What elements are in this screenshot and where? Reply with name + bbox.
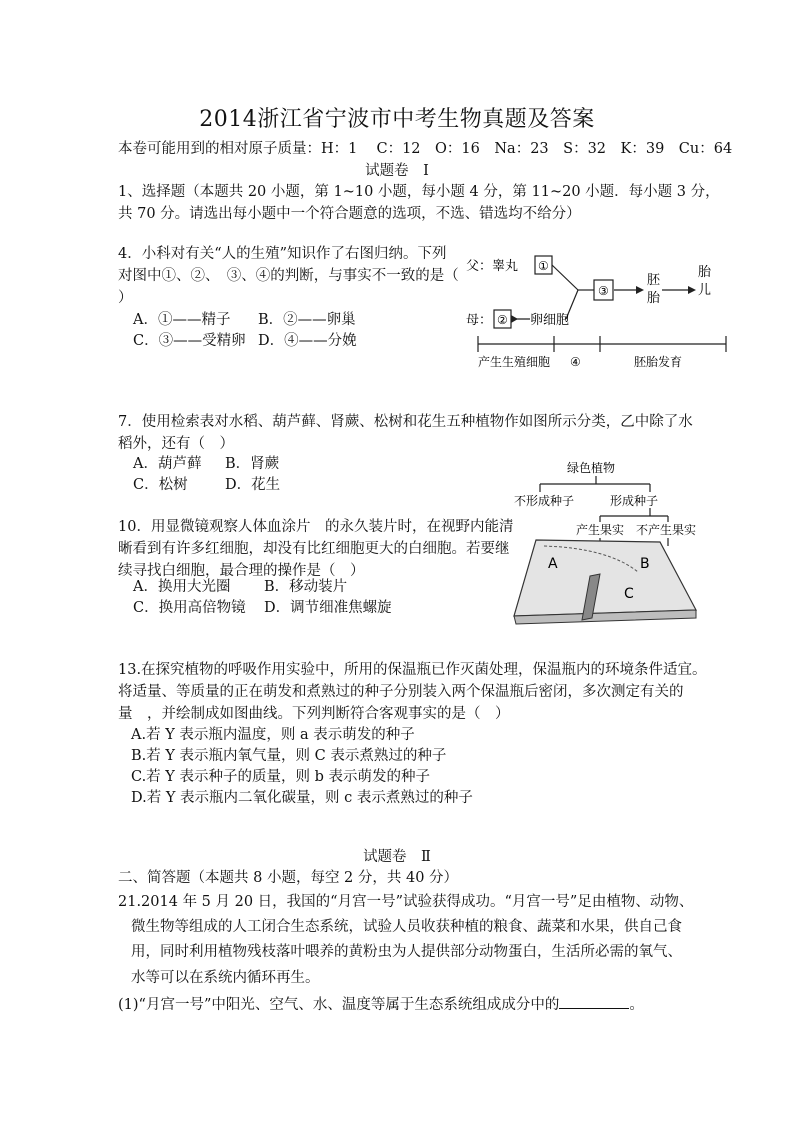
q4-option-b: B．②——卵巢 bbox=[258, 312, 356, 328]
tree-left: 不形成种子 bbox=[514, 494, 575, 508]
slide-plate bbox=[514, 540, 696, 616]
q13-option-d: D.若 Y 表示瓶内二氧化碳量，则 c 表示煮熟过的种子 bbox=[131, 790, 473, 806]
slide-label-a: A bbox=[548, 556, 558, 572]
part2-header: 试题卷 Ⅱ bbox=[363, 849, 431, 865]
page-title: 2014浙江省宁波市中考生物真题及答案 bbox=[199, 107, 595, 132]
q4-option-c: C．③——受精卵 bbox=[133, 333, 246, 349]
circle-1: ① bbox=[538, 259, 549, 273]
tree-fruit: 产生果实 bbox=[576, 523, 625, 537]
slide-label-b: B bbox=[640, 556, 650, 572]
section2-header: 二、简答题（本题共 8 小题，每空 2 分，共 40 分） bbox=[118, 870, 459, 886]
q4-option-d: D．④——分娩 bbox=[258, 333, 357, 349]
q10-line2: 晰看到有许多红细胞，却没有比红细胞更大的白细胞。若要继 bbox=[118, 541, 510, 557]
q10-option-a: A．换用大光圈 bbox=[133, 579, 231, 595]
q7-option-d: D．花生 bbox=[225, 477, 281, 493]
q21-line2: 微生物等组成的人工闭合生态系统，试验人员收获种植的粮食、蔬菜和水果，供自己食 bbox=[131, 919, 682, 935]
q10-line1: 10．用显微镜观察人体血涂片 的永久装片时，在视野内能清 bbox=[118, 519, 514, 535]
embryo-char2: 胎 bbox=[647, 291, 661, 306]
circle-2: ② bbox=[497, 313, 508, 327]
arrow-1-line bbox=[552, 265, 578, 290]
q21-line3: 用，同时利用植物残枝落叶喂养的黄粉虫为人提供部分动物蛋白，生活所必需的氧气、 bbox=[131, 944, 682, 960]
mother-label: 母： bbox=[466, 313, 493, 328]
tree-no-fruit: 不产生果实 bbox=[636, 523, 697, 537]
q13-option-c: C.若 Y 表示种子的质量，则 b 表示萌发的种子 bbox=[131, 769, 430, 785]
section1-line1: 1、选择题（本题共 20 小题，第 1~10 小题，每小题 4 分，第 11~20 小题．每小题 3 分， bbox=[118, 184, 720, 200]
section1-line2: 共 70 分。请选出每小题中一个符合题意的选项，不选、错选均不给分） bbox=[118, 206, 581, 222]
slide-label-c: C bbox=[624, 586, 634, 602]
q7-line1: 7．使用检索表对水稻、葫芦藓、肾蕨、松树和花生五种植物作如图所示分类，乙中除了水 bbox=[118, 414, 693, 430]
tree-root: 绿色植物 bbox=[567, 461, 616, 475]
label-embryo-development: 胚胎发育 bbox=[634, 355, 683, 369]
q21-sub1-text: (1)“月宫一号”中阳光、空气、水、温度等属于生态系统组成成分中的 bbox=[118, 997, 560, 1013]
fetus-char2: 儿 bbox=[698, 283, 712, 298]
label-produce-cells: 产生生殖细胞 bbox=[478, 355, 551, 369]
answer-blank[interactable] bbox=[559, 994, 629, 1009]
q10-line3: 续寻找白细胞，最合理的操作是（ ） bbox=[118, 563, 365, 579]
q7-option-c: C．松树 bbox=[133, 477, 188, 493]
father-label: 父：睾丸 bbox=[466, 259, 519, 274]
egg-label: 卵细胞 bbox=[530, 313, 570, 328]
q13-line3: 量 ，并绘制成如图曲线。下列判断符合客观事实的是（ ） bbox=[118, 706, 510, 722]
q21-line1: 21.2014 年 5 月 20 日，我国的“月宫一号”试验获得成功。“月宫一号”足由植物、动物、 bbox=[118, 894, 694, 910]
q21-sub1 bbox=[118, 994, 644, 1016]
q7-line2: 稻外，还有（ ） bbox=[118, 436, 234, 452]
tree-right: 形成种子 bbox=[610, 494, 659, 508]
q4-line1: 4．小科对有关“人的生殖”知识作了右图归纳。下列 bbox=[118, 246, 447, 262]
microscope-slide-diagram bbox=[508, 530, 704, 628]
reproduction-diagram bbox=[458, 242, 738, 374]
q4-line3: ） bbox=[118, 290, 133, 306]
q10-option-d: D．调节细准焦螺旋 bbox=[264, 600, 392, 616]
q7-option-a: A．葫芦藓 bbox=[133, 456, 202, 472]
q21-sub1-end: 。 bbox=[629, 997, 644, 1013]
circle-3: ③ bbox=[598, 284, 609, 298]
q13-line1: 13.在探究植物的呼吸作用实验中，所用的保温瓶已作灭菌处理，保温瓶内的环境条件适宜。 bbox=[118, 662, 707, 678]
q4-option-a: A．①——精子 bbox=[133, 312, 231, 328]
part1-header: 试题卷 Ⅰ bbox=[365, 163, 429, 179]
q10-option-b: B．移动装片 bbox=[264, 579, 348, 595]
circle-4: ④ bbox=[570, 355, 581, 369]
q13-line2: 将适量、等质量的正在萌发和煮熟过的种子分别装入两个保温瓶后密闭，多次测定有关的 bbox=[118, 684, 684, 700]
q21-line4: 水等可以在系统内循环再生。 bbox=[131, 970, 320, 986]
q13-option-a: A.若 Y 表示瓶内温度，则 a 表示萌发的种子 bbox=[131, 727, 415, 743]
fetus-char1: 胎 bbox=[698, 265, 712, 280]
q4-line2: 对图中①、②、 ③、④的判断，与事实不一致的是（ bbox=[118, 268, 459, 284]
embryo-char1: 胚 bbox=[647, 273, 661, 288]
q7-option-b: B．肾蕨 bbox=[225, 456, 280, 472]
q13-option-b: B.若 Y 表示瓶内氧气量，则 C 表示煮熟过的种子 bbox=[131, 748, 447, 764]
q10-option-c: C．换用高倍物镜 bbox=[133, 600, 246, 616]
atomic-masses: 本卷可能用到的相对原子质量：H：1 C：12 O：16 Na：23 S：32 K：39 Cu：64 bbox=[118, 141, 733, 157]
